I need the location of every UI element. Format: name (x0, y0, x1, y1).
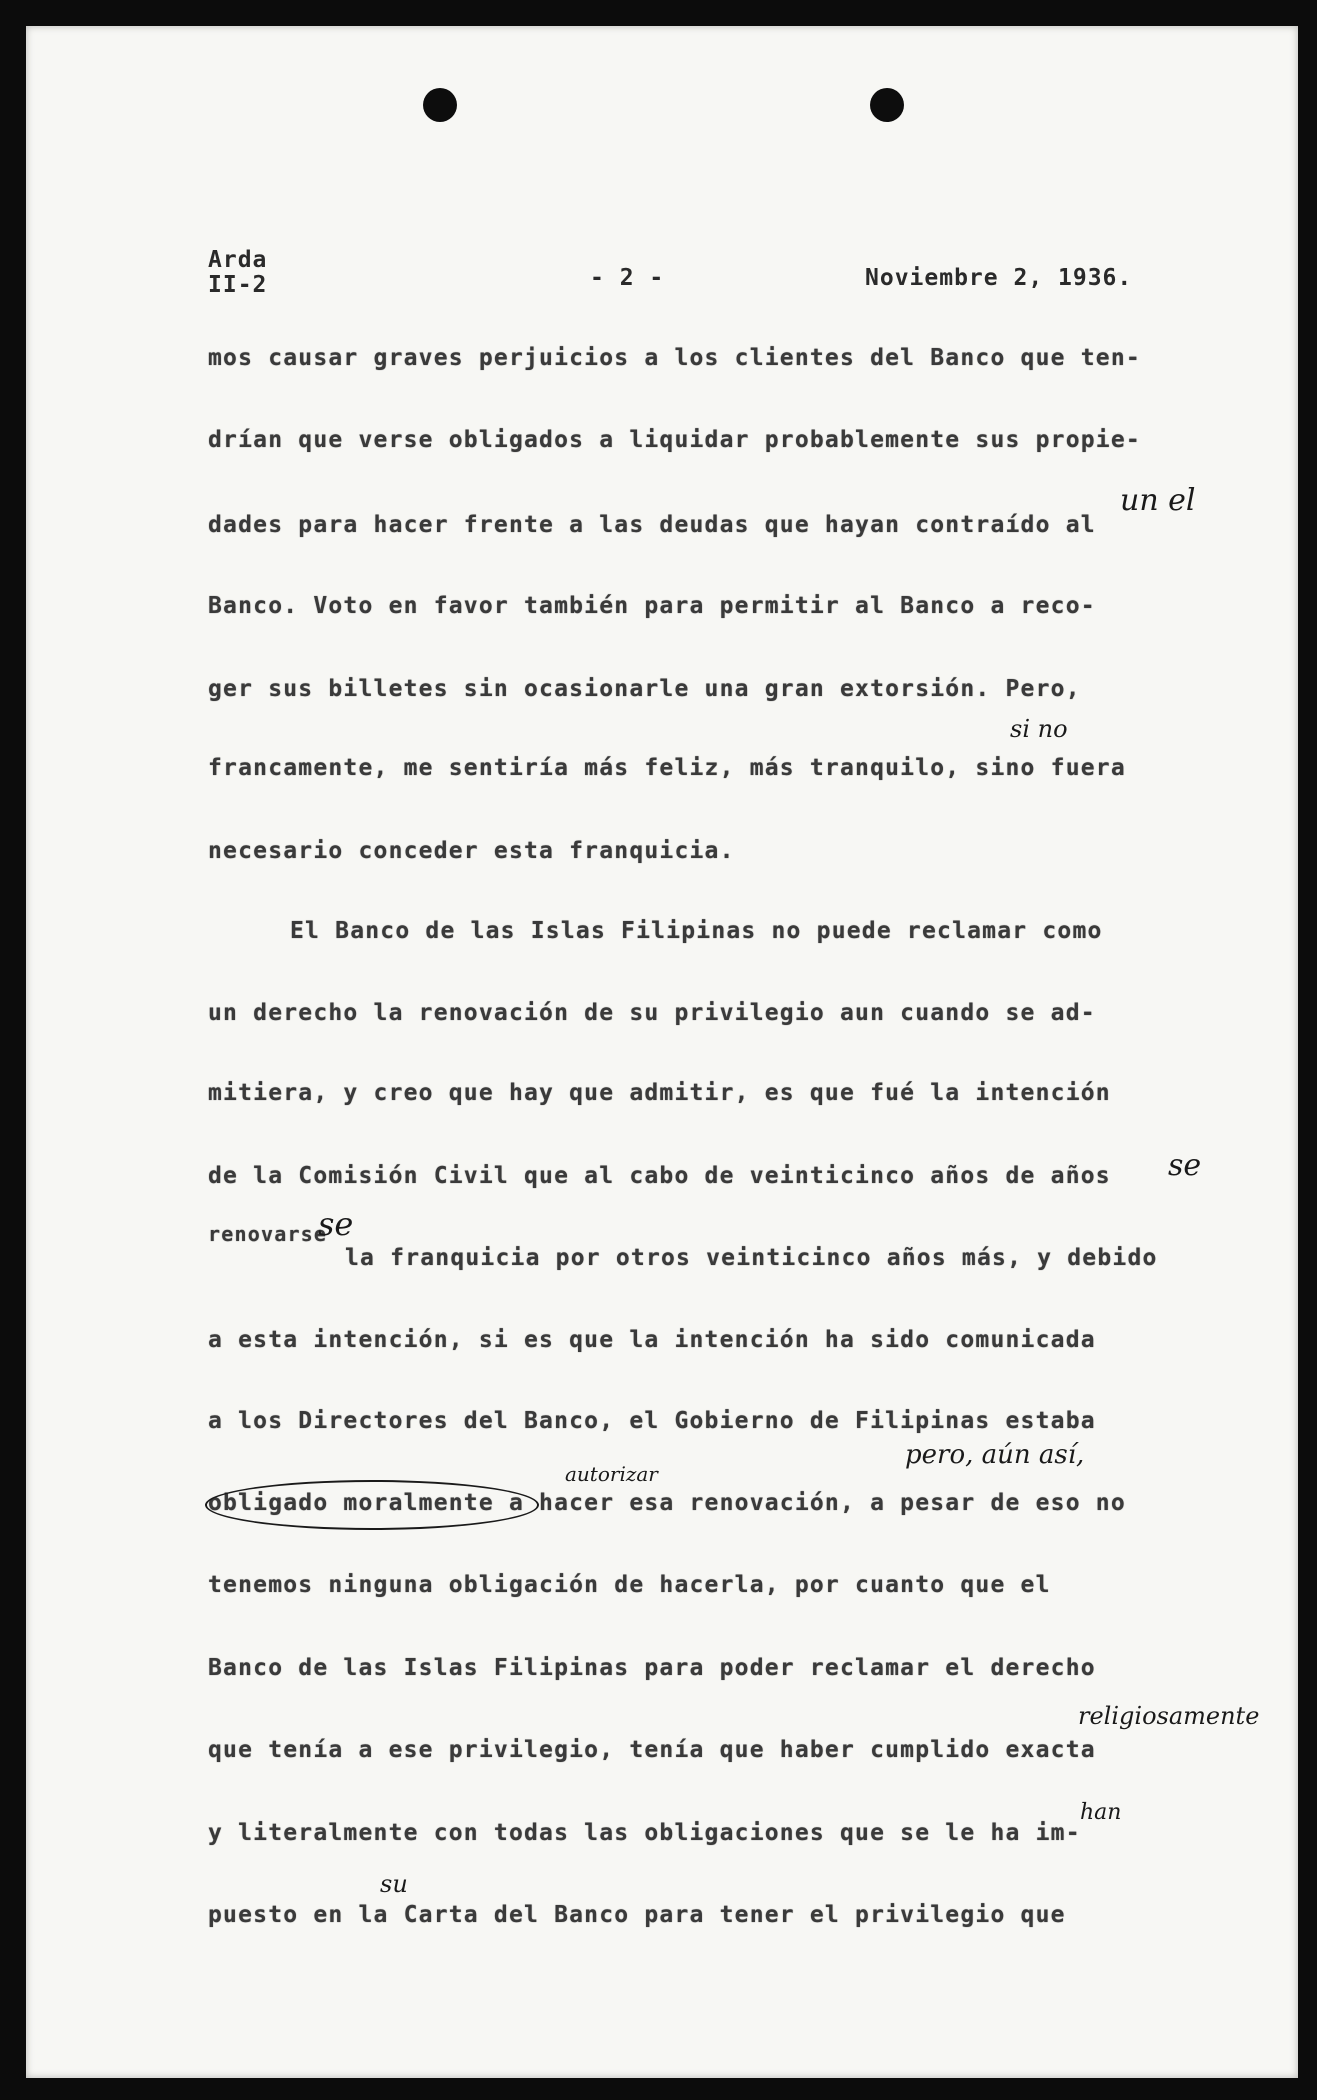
text-line-11: de la Comisión Civil que al cabo de veinticinco años de años (208, 1163, 1111, 1189)
text-line-7: necesario conceder esta franquicia. (208, 838, 735, 864)
text-line-9: un derecho la renovación de su privilegio aun cuando se ad- (208, 1000, 1096, 1026)
annotation-pero-aun-asi: pero, aún así, (905, 1440, 1085, 1470)
text-line-8: El Banco de las Islas Filipinas no puede reclamar como (290, 918, 1103, 944)
text-line-16: obligado moralmente a hacer esa renovación, a pesar de eso no (208, 1490, 1126, 1516)
text-line-17: tenemos ninguna obligación de hacerla, por cuanto que el (208, 1572, 1051, 1598)
annotation-se: se (1168, 1148, 1202, 1183)
annotation-un-el: un el (1120, 483, 1196, 518)
text-line-12: renovarse (208, 1222, 328, 1246)
text-line-14: a esta intención, si es que la intención ha sido comunicada (208, 1327, 1096, 1353)
text-line-20: y literalmente con todas las obligaciones que se le ha im- (208, 1820, 1081, 1846)
text-line-21: puesto en la Carta del Banco para tener el privilegio que (208, 1902, 1066, 1928)
text-line-6: francamente, me sentiría más feliz, más tranquilo, sino fuera (208, 755, 1126, 781)
annotation-autorizar: autorizar (565, 1462, 658, 1486)
text-line-13: la franquicia por otros veinticinco años más, y debido (345, 1245, 1158, 1271)
text-line-2: drían que verse obligados a liquidar probablemente sus propie- (208, 427, 1141, 453)
page-number: - 2 - (590, 265, 665, 291)
text-line-15: a los Directores del Banco, el Gobierno de Filipinas estaba (208, 1408, 1096, 1434)
text-line-5: ger sus billetes sin ocasionarle una gran extorsión. Pero, (208, 676, 1081, 702)
annotation-han: han (1080, 1800, 1122, 1825)
text-line-19: que tenía a ese privilegio, tenía que haber cumplido exacta (208, 1737, 1096, 1763)
annotation-su: su (380, 1870, 408, 1898)
annotation-se-suffix: se (318, 1205, 354, 1243)
text-line-10: mitiera, y creo que hay que admitir, es que fué la intención (208, 1080, 1111, 1106)
scan-speck (322, 168, 342, 174)
punch-hole-right (870, 88, 904, 122)
text-line-4: Banco. Voto en favor también para permitir al Banco a reco- (208, 593, 1096, 619)
annotation-si-no: si no (1010, 715, 1068, 743)
document-page (26, 26, 1298, 2078)
document-date: Noviembre 2, 1936. (865, 265, 1133, 291)
handwritten-circle (205, 1480, 539, 1530)
text-line-1: mos causar graves perjuicios a los clientes del Banco que ten- (208, 345, 1141, 371)
text-line-18: Banco de las Islas Filipinas para poder reclamar el derecho (208, 1655, 1096, 1681)
annotation-religiosamente: religiosamente (1078, 1702, 1260, 1730)
punch-hole-left (423, 88, 457, 122)
file-code-line2: II-2 (208, 272, 268, 298)
file-code-line1: Arda (208, 247, 268, 273)
text-line-3: dades para hacer frente a las deudas que hayan contraído al (208, 512, 1096, 538)
